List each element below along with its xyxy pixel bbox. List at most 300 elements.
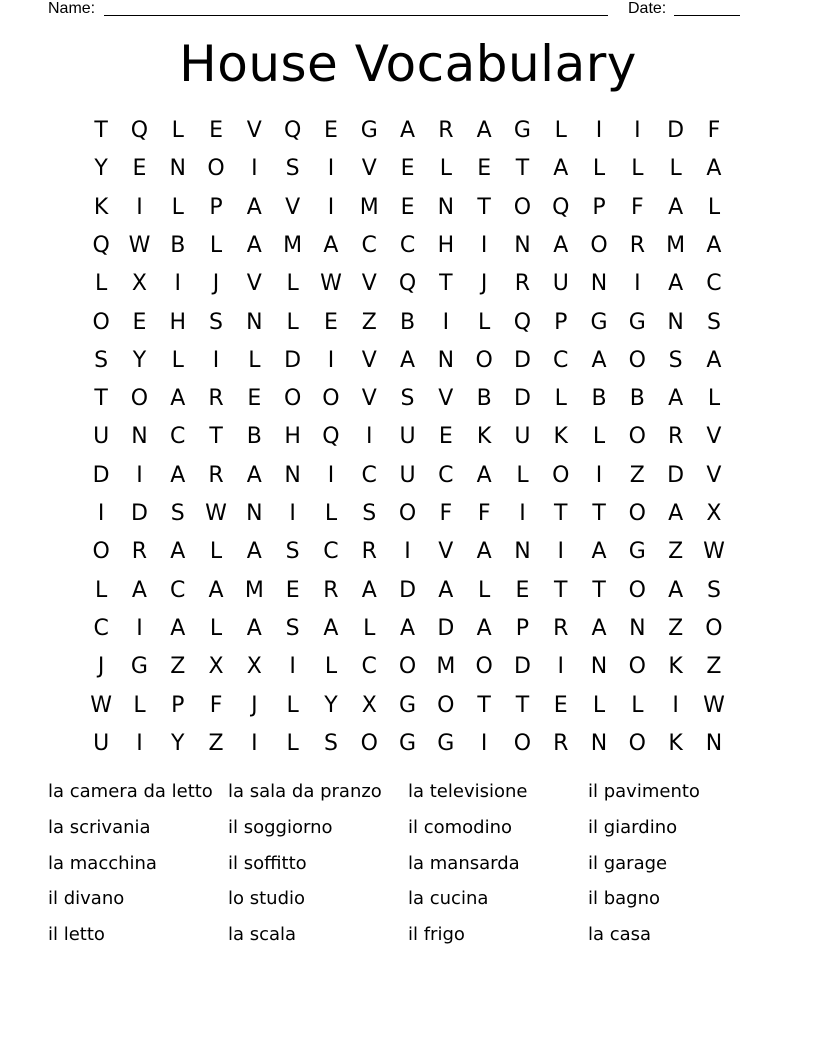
grid-letter: L [286,730,299,756]
grid-letter: W [703,539,725,565]
grid-letter: A [170,462,186,488]
grid-letter: H [437,232,455,258]
grid-letter: I [404,539,411,565]
grid-letter: Q [322,424,340,450]
grid-letter: S [285,539,300,565]
grid-letter: J [251,692,258,718]
grid-letter: L [286,309,299,335]
word-list-item: lo studio [228,888,306,910]
grid-letter: R [629,232,645,258]
grid-letter: L [248,347,261,373]
grid-letter: E [209,118,223,143]
grid-letter: V [706,424,722,450]
grid-letter: W [205,501,227,526]
grid-letter: I [174,271,181,297]
grid-letter: V [438,386,454,412]
grid-letter: L [707,386,721,412]
word-list-item: il garage [588,852,668,874]
grid-letter: O [322,386,340,412]
grid-letter: A [668,501,684,526]
grid-letter: T [515,156,530,182]
grid-letter: G [628,309,646,335]
page-title: House Vocabulary [179,35,637,93]
grid-letter: C [706,271,722,297]
grid-letter: T [592,577,606,603]
grid-letter: L [95,577,108,603]
grid-letter: D [399,577,417,603]
grid-letter: X [208,654,224,680]
grid-letter: E [515,577,530,603]
grid-letter: A [591,539,607,565]
grid-letter: O [207,156,225,182]
grid-letter: I [327,156,335,182]
grid-letter: N [514,232,531,258]
grid-letter: W [128,232,151,258]
grid-letter: L [707,194,721,220]
grid-letter: M [244,577,264,603]
grid-letter: P [515,615,530,641]
grid-letter: C [93,615,109,641]
grid-letter: I [327,347,335,373]
word-list-item: la cucina [408,888,489,910]
grid-letter: N [437,194,455,220]
grid-letter: E [247,386,262,412]
grid-letter: K [553,424,568,450]
grid-letter: L [516,462,529,488]
word-list-item: il pavimento [588,781,700,802]
grid-letter: M [436,654,456,680]
word-list-item: la scala [228,924,297,946]
grid-letter: B [629,386,645,412]
grid-letter: I [289,501,296,526]
grid-letter: P [209,194,223,220]
grid-letter: D [513,347,531,373]
grid-letter: S [209,309,224,335]
grid-letter: R [438,118,454,143]
grid-letter: O [628,501,646,526]
grid-letter: E [285,577,300,603]
name-label: Name: [48,0,96,17]
grid-letter: T [554,501,568,526]
word-list-item: il frigo [408,924,465,946]
grid-letter: T [515,692,530,718]
word-list-item: il divano [48,888,125,910]
grid-letter: O [360,730,378,756]
grid-letter: L [554,118,567,143]
grid-letter: G [590,309,608,335]
grid-letter: O [628,424,646,450]
grid-letter: C [323,539,339,565]
grid-letter: W [90,692,113,718]
grid-letter: E [400,156,415,182]
grid-letter: A [400,118,416,143]
grid-letter: A [208,577,224,603]
grid-letter: L [478,309,491,335]
grid-letter: I [442,309,450,335]
grid-letter: X [706,501,722,526]
grid-letter: V [246,271,262,297]
grid-letter: A [706,347,722,373]
grid-letter: E [132,309,147,335]
grid-letter: I [327,194,335,220]
grid-letter: A [170,539,186,565]
grid-letter: L [592,692,606,718]
grid-letter: S [285,156,300,182]
grid-letter: I [672,692,679,718]
grid-letter: A [170,615,186,641]
grid-letter: I [251,156,258,182]
grid-letter: L [171,347,184,373]
grid-letter: Z [361,309,377,335]
grid-letter: O [552,462,570,488]
grid-letter: O [513,730,532,756]
grid-letter: L [669,156,682,182]
grid-letter: F [477,501,491,526]
grid-letter: Q [552,194,570,220]
grid-letter: J [212,271,220,297]
grid-letter: N [590,654,608,680]
grid-letter: A [400,347,416,373]
grid-letter: Z [668,615,684,641]
grid-letter: O [475,347,493,373]
grid-letter: A [323,232,339,258]
grid-letter: L [478,577,491,603]
grid-letter: A [591,615,607,641]
grid-letter: T [477,692,491,718]
grid-letter: O [398,501,417,526]
grid-letter: A [438,577,454,603]
grid-letter: L [171,194,184,220]
grid-letter: T [94,118,108,143]
grid-letter: T [477,194,491,220]
grid-letter: B [476,386,492,412]
grid-letter: I [634,118,641,143]
word-list-item: il bagno [588,888,661,910]
grid-letter: O [628,347,646,373]
grid-letter: L [363,615,376,641]
grid-letter: F [439,501,453,526]
grid-letter: I [289,654,296,680]
grid-letter: Q [130,118,149,143]
grid-letter: S [323,730,338,756]
word-search-grid [82,112,734,760]
grid-letter: A [553,156,569,182]
grid-letter: R [323,577,339,603]
grid-letter: L [324,501,338,526]
grid-letter: O [590,232,608,258]
word-list-item: il soffitto [228,852,307,874]
grid-letter: E [477,156,492,182]
grid-letter: I [251,730,258,756]
grid-letter: R [131,539,148,565]
grid-letter: S [362,501,377,526]
grid-letter: L [286,271,299,297]
grid-letter: G [437,730,455,756]
grid-letter: L [631,692,644,718]
grid-letter: O [628,654,646,680]
grid-letter: O [283,386,302,412]
grid-letter: L [95,271,108,297]
grid-letter: I [327,462,335,488]
grid-letter: Y [94,156,108,182]
grid-letter: I [557,539,564,565]
grid-letter: O [628,730,646,756]
grid-letter: A [668,386,684,412]
grid-letter: U [93,730,110,756]
grid-letter: A [400,615,416,641]
grid-letter: L [209,539,223,565]
grid-letter: N [667,309,684,335]
grid-letter: S [170,501,185,526]
grid-letter: F [707,118,721,143]
grid-letter: E [438,424,453,450]
word-list-item: la mansarda [408,852,520,874]
word-list [48,777,768,957]
grid-letter: D [667,118,685,143]
grid-letter: I [480,232,488,258]
grid-letter: P [171,692,185,718]
grid-letter: A [246,462,262,488]
grid-letter: A [476,462,492,488]
grid-letter: A [246,539,262,565]
grid-letter: I [519,501,526,526]
grid-letter: C [170,424,186,450]
grid-letter: C [361,232,377,258]
grid-letter: N [514,539,531,565]
grid-letter: A [476,539,492,565]
grid-letter: C [170,577,186,603]
grid-letter: R [553,730,569,756]
grid-letter: N [590,271,608,297]
worksheet-header [0,0,816,20]
grid-letter: Z [170,654,186,680]
grid-letter: R [668,424,684,450]
grid-letter: A [706,232,722,258]
grid-letter: F [209,692,223,718]
grid-letter: U [552,271,569,297]
grid-letter: O [130,386,149,412]
grid-letter: I [634,271,641,297]
date-label: Date: [628,0,667,17]
grid-letter: A [476,615,492,641]
grid-letter: D [130,501,148,526]
grid-letter: A [591,347,607,373]
grid-letter: A [553,232,569,258]
grid-letter: I [595,118,603,143]
grid-letter: Z [208,730,224,756]
grid-letter: L [171,118,184,143]
grid-letter: S [706,577,721,603]
grid-letter: G [513,118,531,143]
grid-letter: T [554,577,568,603]
grid-letter: S [94,347,109,373]
grid-letter: A [668,194,684,220]
grid-letter: A [361,577,377,603]
word-list-item: il giardino [588,816,678,838]
grid-letter: L [324,654,338,680]
grid-letter: B [246,424,262,450]
grid-letter: D [437,615,455,641]
grid-letter: A [131,577,147,603]
grid-letter: A [246,194,262,220]
grid-letter: A [668,271,684,297]
grid-letter: F [631,194,644,220]
date-blank-line [674,15,740,16]
grid-letter: H [169,309,187,335]
grid-letter: V [361,156,377,182]
grid-letter: C [361,654,377,680]
grid-letter: S [706,309,721,335]
grid-letter: K [668,654,683,680]
grid-letter: N [437,347,455,373]
grid-letter: E [400,194,415,220]
word-list-item: il comodino [408,816,513,838]
grid-letter: I [480,730,488,756]
grid-letter: O [398,654,417,680]
grid-letter: A [706,156,722,182]
grid-letter: D [513,386,531,412]
grid-letter: I [212,347,220,373]
word-list-item: il letto [48,924,105,946]
grid-letter: L [554,386,567,412]
grid-letter: V [361,271,377,297]
grid-letter: L [631,156,644,182]
grid-letter: V [361,347,377,373]
grid-letter: N [246,309,263,335]
word-list-item: la scrivania [48,816,151,838]
grid-letter: J [97,654,105,680]
grid-letter: V [285,194,301,220]
grid-letter: A [476,118,492,143]
grid-letter: O [475,654,493,680]
grid-letter: R [553,615,569,641]
grid-letter: D [667,462,685,488]
grid-letter: A [170,386,186,412]
grid-letter: W [320,271,342,297]
grid-letter: G [628,539,646,565]
grid-letter: O [705,615,723,641]
grid-letter: R [361,539,377,565]
grid-letter: D [284,347,302,373]
grid-letter: J [480,271,488,297]
grid-letter: Y [324,692,338,718]
grid-letter: H [284,424,301,450]
word-list-item: la sala da pranzo [228,781,382,802]
grid-letter: I [595,462,603,488]
grid-letter: Z [629,462,645,488]
grid-letter: I [136,730,143,756]
grid-letter: I [557,654,564,680]
grid-letter: Q [513,309,532,335]
word-list-item: la macchina [48,852,157,874]
grid-letter: T [439,271,453,297]
grid-letter: Q [283,118,302,143]
grid-letter: A [668,577,684,603]
grid-letter: I [136,194,143,220]
grid-letter: D [513,654,531,680]
grid-letter: I [97,501,105,526]
grid-letter: P [554,309,568,335]
grid-letter: G [360,118,378,143]
grid-letter: S [668,347,683,373]
grid-letter: V [246,118,262,143]
grid-letter: Z [706,654,722,680]
word-list-item: la casa [588,924,652,946]
grid-letter: V [438,539,454,565]
grid-letter: C [399,232,416,258]
grid-letter: G [130,654,148,680]
grid-letter: A [323,615,339,641]
grid-letter: N [629,615,646,641]
grid-letter: W [703,692,725,718]
word-list-item: la camera da letto [48,781,213,802]
grid-letter: L [133,692,146,718]
grid-letter: Q [92,232,110,258]
grid-letter: X [246,654,262,680]
grid-letter: Q [398,271,417,297]
grid-letter: E [553,692,568,718]
grid-letter: U [399,424,416,450]
grid-letter: M [666,232,686,258]
grid-letter: O [92,539,110,565]
grid-letter: V [361,386,377,412]
grid-letter: X [361,692,377,718]
grid-letter: S [285,615,300,641]
grid-letter: X [131,271,147,297]
grid-letter: N [590,730,608,756]
grid-letter: O [437,692,455,718]
grid-letter: U [93,424,110,450]
grid-letter: L [209,615,223,641]
grid-letter: Y [171,730,185,756]
grid-letter: D [92,462,110,488]
grid-letter: V [706,462,722,488]
grid-letter: I [136,462,143,488]
grid-letter: O [628,577,646,603]
grid-letter: E [323,118,338,143]
grid-letter: N [284,462,301,488]
grid-letter: N [705,730,723,756]
grid-letter: A [246,232,262,258]
grid-letter: E [323,309,338,335]
grid-letter: E [132,156,147,182]
grid-letter: N [246,501,263,526]
grid-letter: L [209,232,223,258]
grid-letter: O [513,194,532,220]
grid-letter: B [399,309,416,335]
grid-letter: U [514,424,531,450]
grid-letter: K [476,424,492,450]
grid-letter: N [169,156,186,182]
grid-letter: C [553,347,569,373]
grid-letter: I [136,615,143,641]
grid-letter: Y [132,347,147,373]
grid-letter: L [592,156,606,182]
grid-letter: R [208,462,224,488]
grid-letter: C [361,462,377,488]
grid-letter: Z [668,539,684,565]
grid-letter: M [283,232,303,258]
grid-letter: S [400,386,415,412]
grid-letter: L [439,156,452,182]
grid-letter: O [92,309,110,335]
grid-letter: K [93,194,109,220]
grid-letter: T [209,424,223,450]
word-list-item: la televisione [408,781,528,802]
grid-letter: L [286,692,299,718]
grid-letter: I [365,424,373,450]
grid-letter: C [438,462,454,488]
